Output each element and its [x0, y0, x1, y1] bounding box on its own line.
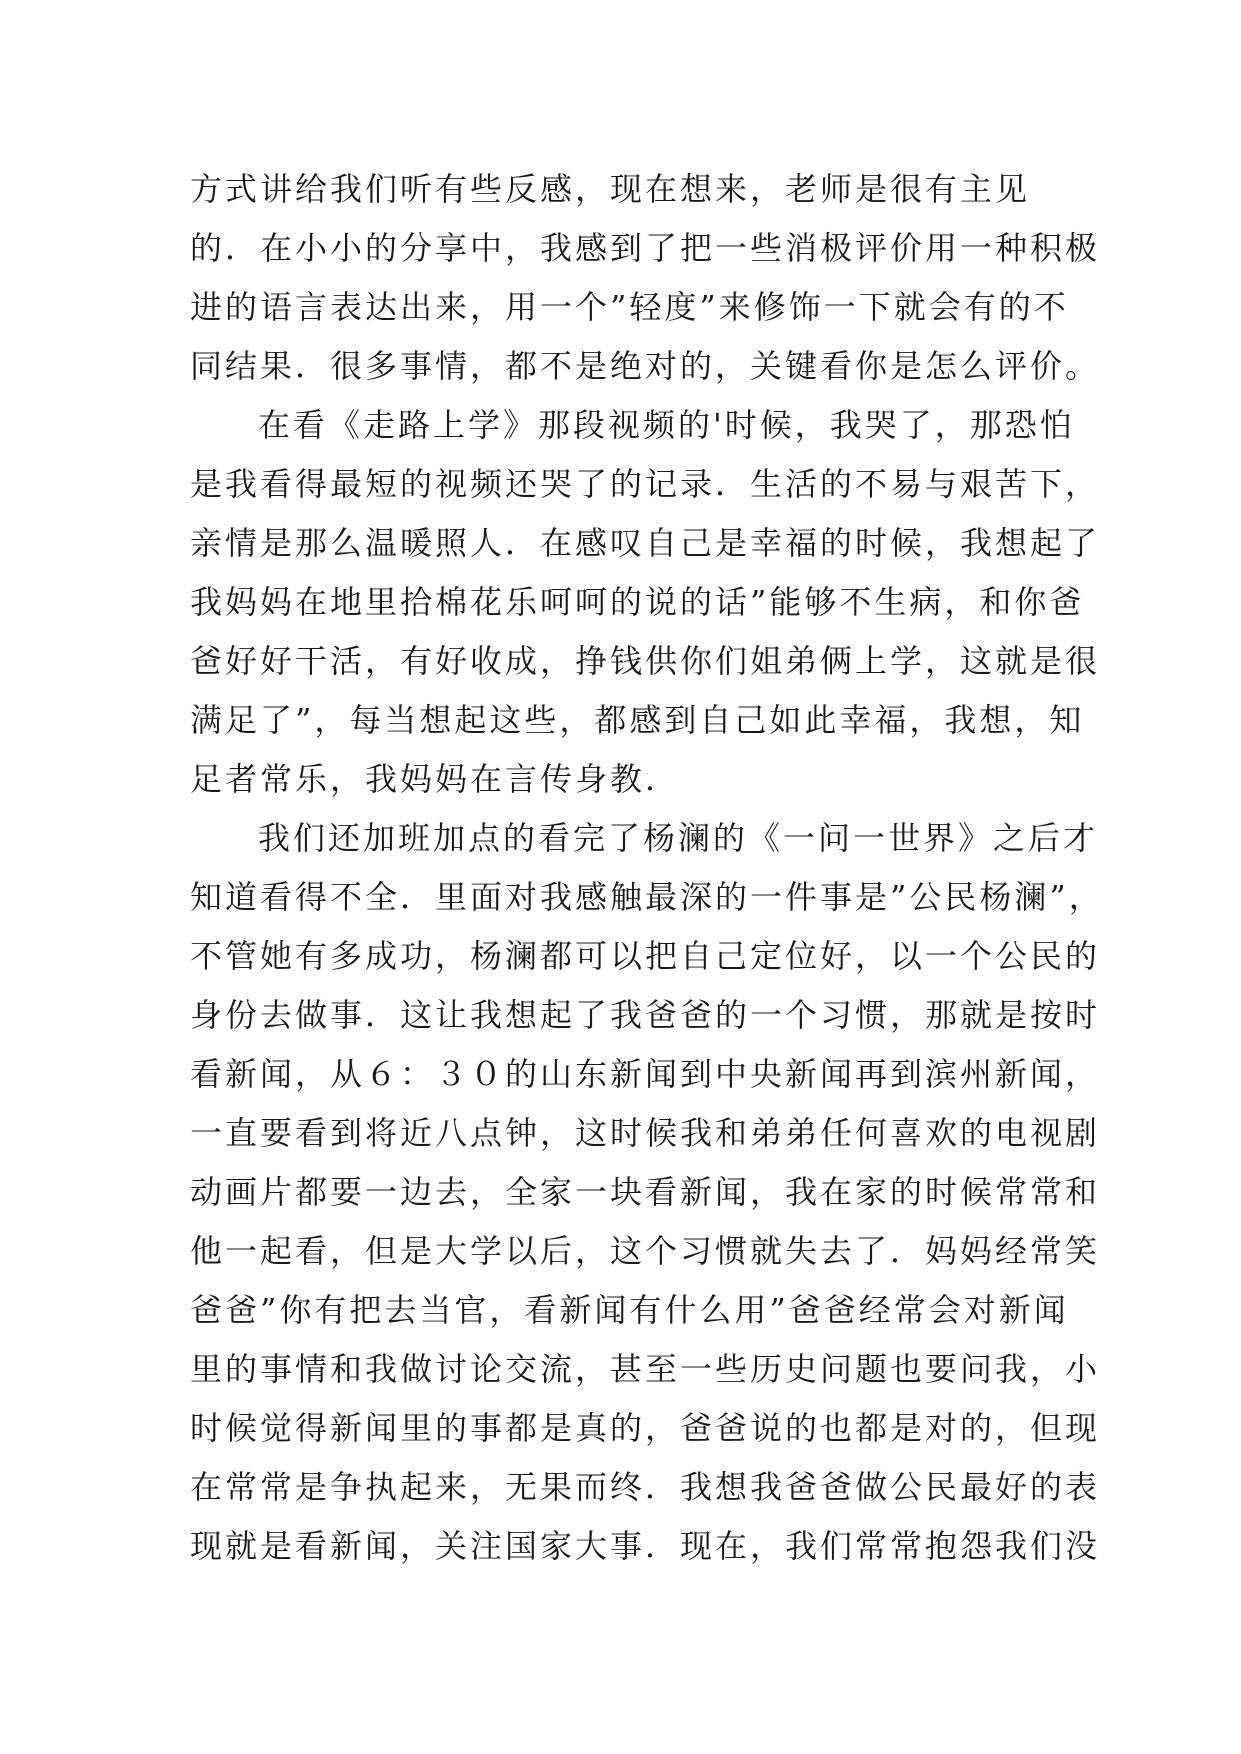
text-line-indented: 在看《走路上学》那段视频的'时候，我哭了，那恐怕: [258, 406, 1075, 444]
text-line: 方式讲给我们听有些反感，现在想来，老师是很有主见: [190, 170, 1031, 208]
text-line: 他一起看，但是大学以后，这个习惯就失去了．妈妈经常笑: [190, 1232, 1101, 1270]
text-line: 足者常乐，我妈妈在言传身教．: [190, 760, 681, 798]
paragraph-3: [190, 809, 1104, 1576]
text-line: 知道看得不全．里面对我感触最深的一件事是”公民杨澜”，: [190, 878, 1104, 916]
text-line: 在常常是争执起来，无果而终．我想我爸爸做公民最好的表: [190, 1468, 1101, 1506]
paragraph-1: [190, 160, 1101, 396]
text-line: 爸爸”你有把去当官，看新闻有什么用”爸爸经常会对新闻: [190, 1291, 1069, 1329]
text-line: 看新闻，从６：３０的山东新闻到中央新闻再到滨州新闻，: [190, 1055, 1101, 1093]
text-line-indented: 我们还加班加点的看完了杨澜的《一问一世界》之后才: [258, 819, 1099, 857]
text-line: 动画片都要一边去，全家一块看新闻，我在家的时候常常和: [190, 1173, 1101, 1211]
text-line: 里的事情和我做讨论交流，甚至一些历史问题也要问我，小: [190, 1350, 1101, 1388]
text-line: 现就是看新闻，关注国家大事．现在，我们常常抱怨我们没: [190, 1527, 1101, 1565]
text-line: 我妈妈在地里拾棉花乐呵呵的说的话”能够不生病，和你爸: [190, 583, 1085, 621]
text-line: 进的语言表达出来，用一个”轻度”来修饰一下就会有的不: [190, 288, 1069, 326]
text-line: 不管她有多成功，杨澜都可以把自己定位好，以一个公民的: [190, 937, 1101, 975]
text-line: 一直要看到将近八点钟，这时候我和弟弟任何喜欢的电视剧: [190, 1114, 1101, 1152]
text-line: 的．在小小的分享中，我感到了把一些消极评价用一种积极: [190, 229, 1101, 267]
body-text: [190, 160, 1104, 1576]
text-line: 爸好好干活，有好收成，挣钱供你们姐弟俩上学，这就是很: [190, 642, 1101, 680]
paragraph-2: [190, 396, 1101, 809]
text-line: 同结果．很多事情，都不是绝对的，关键看你是怎么评价。: [190, 347, 1101, 385]
text-line: 身份去做事．这让我想起了我爸爸的一个习惯，那就是按时: [190, 996, 1101, 1034]
text-line: 时候觉得新闻里的事都是真的，爸爸说的也都是对的，但现: [190, 1409, 1101, 1447]
text-line: 是我看得最短的视频还哭了的记录．生活的不易与艰苦下，: [190, 465, 1101, 503]
text-line: 满足了”，每当想起这些，都感到自己如此幸福，我想，知: [190, 701, 1085, 739]
text-line: 亲情是那么温暖照人．在感叹自己是幸福的时候，我想起了: [190, 524, 1101, 562]
